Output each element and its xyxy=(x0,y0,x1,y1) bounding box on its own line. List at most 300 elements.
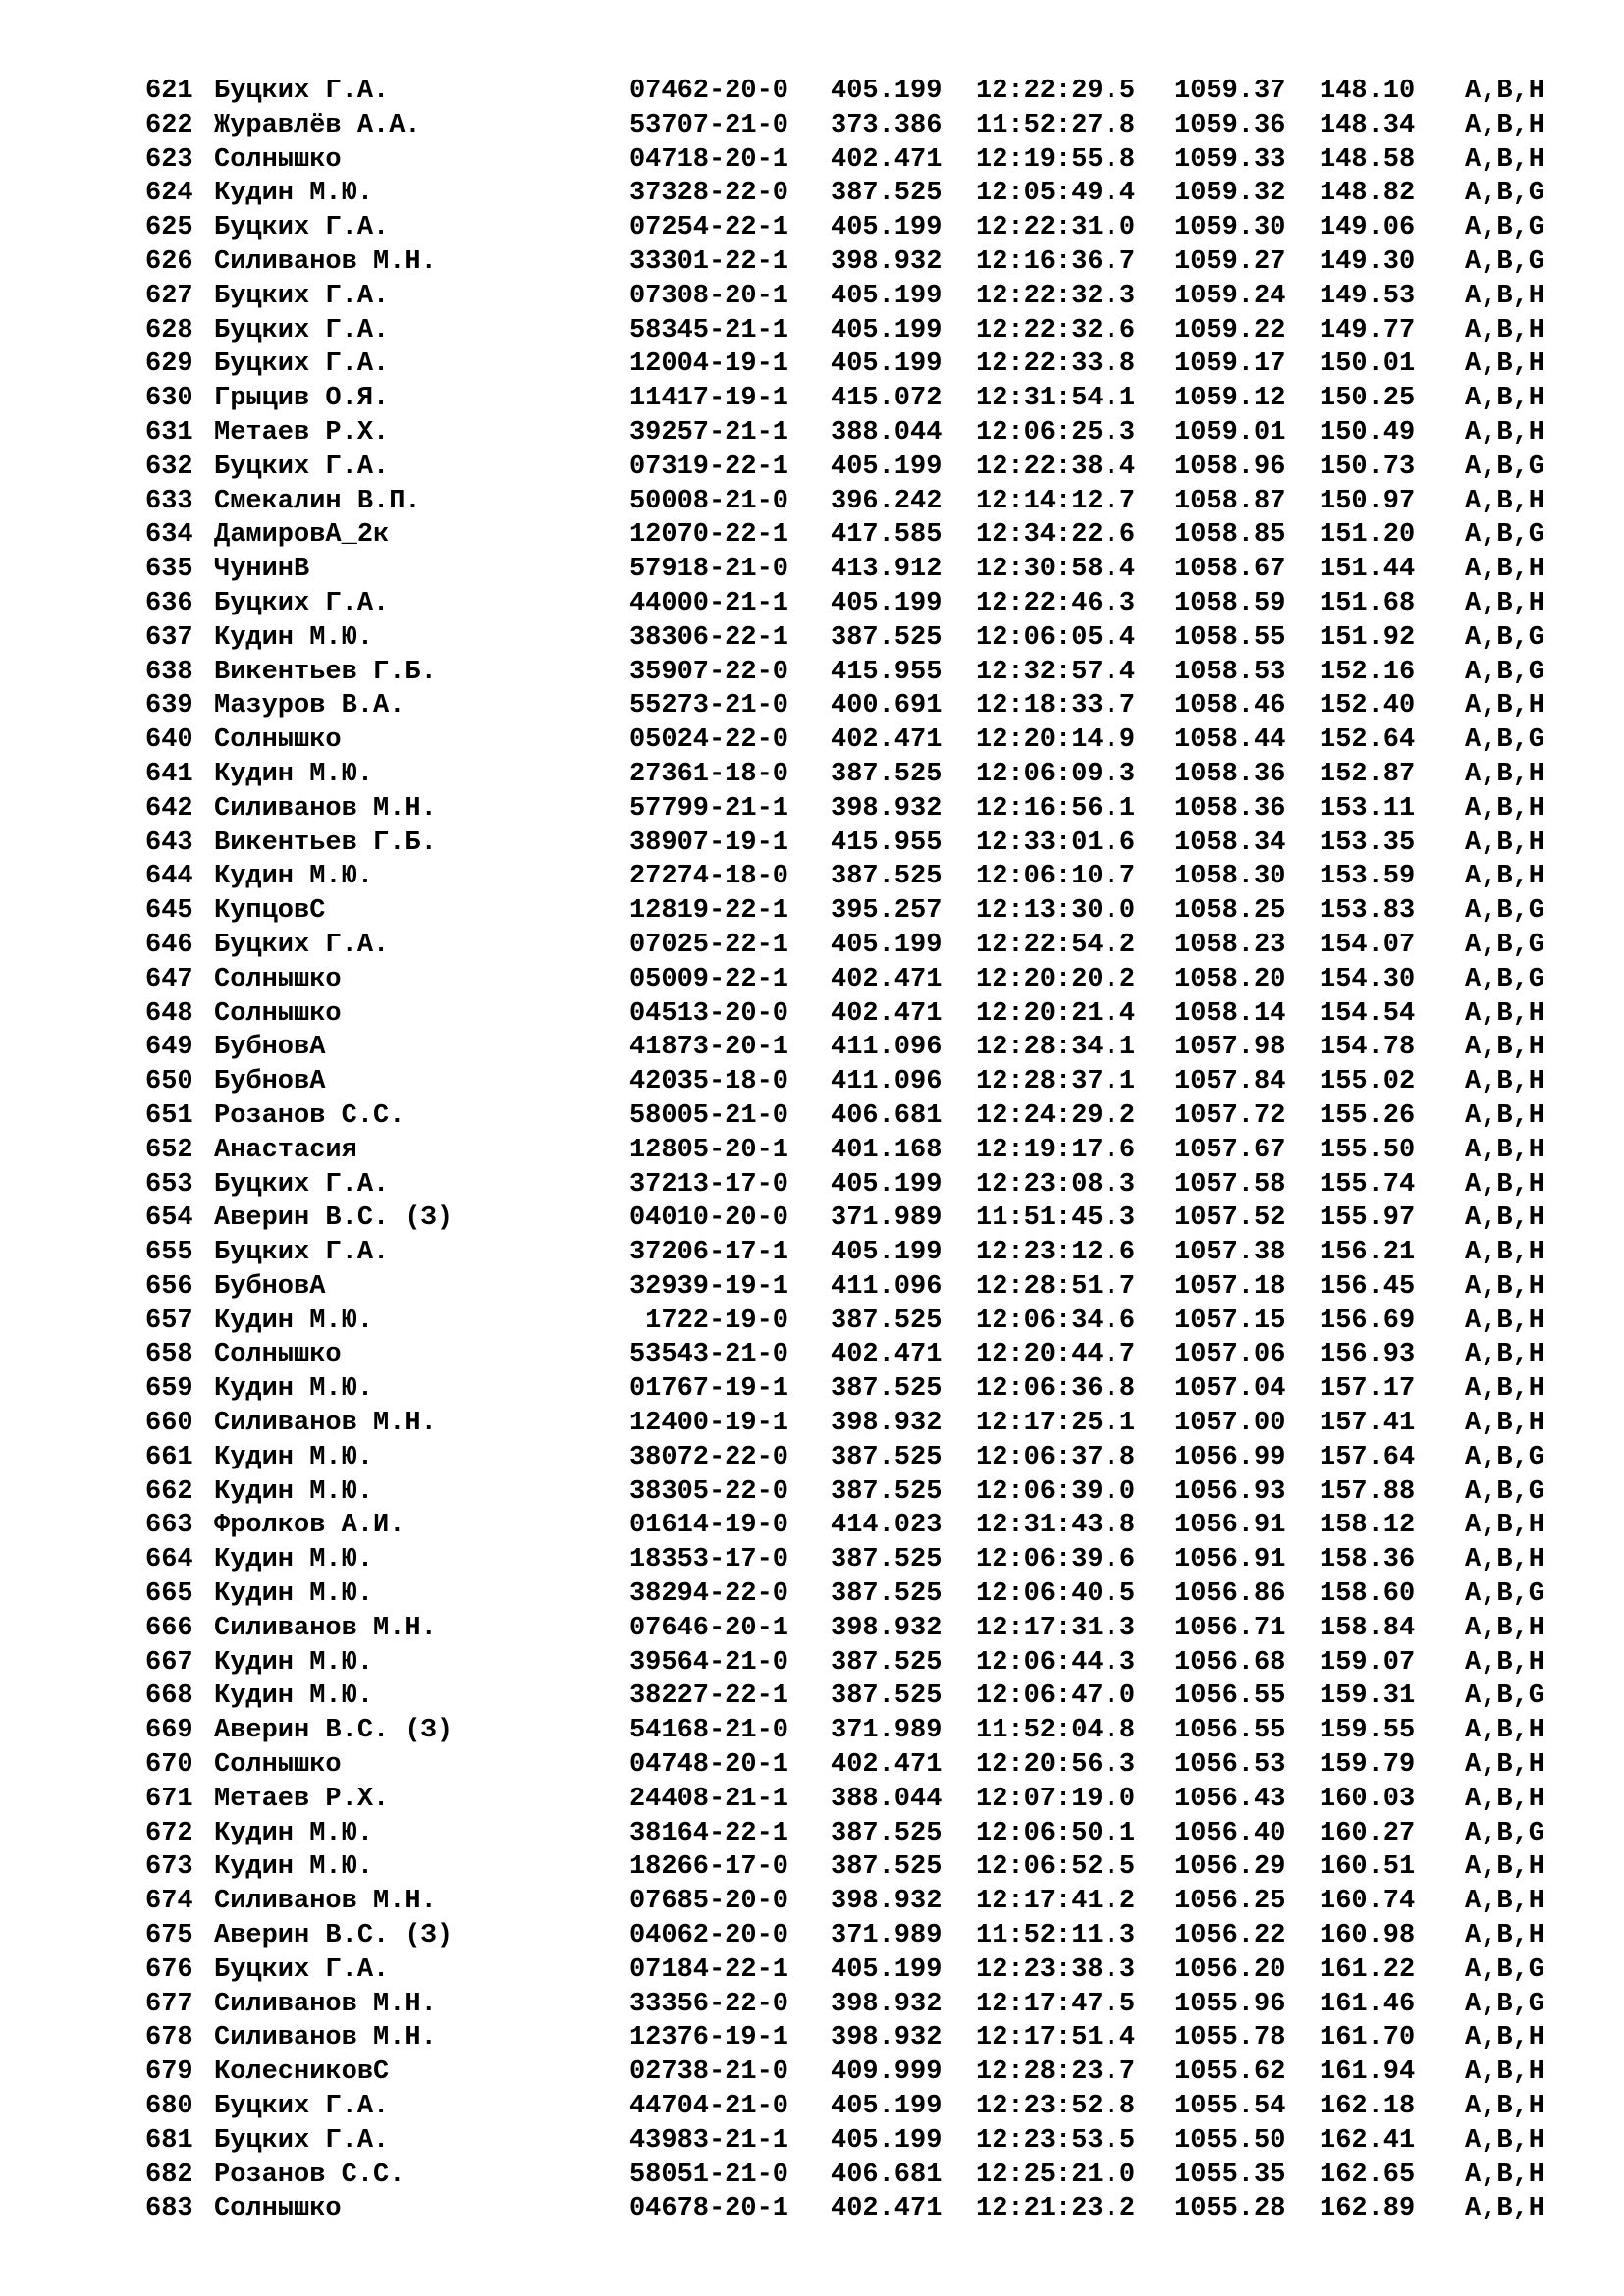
fancier-name: Метаев Р.Х. xyxy=(214,417,390,448)
distance: 415.072 xyxy=(831,384,943,414)
place-number: 674 xyxy=(145,1887,193,1917)
flags: A,B,G xyxy=(1465,622,1545,653)
ring-number: 07685-20-0 xyxy=(628,1887,788,1917)
distance: 402.471 xyxy=(831,725,943,756)
ring-number: 58345-21-1 xyxy=(628,315,788,346)
speed: 1058.46 xyxy=(1174,691,1286,721)
speed: 1058.87 xyxy=(1174,486,1286,516)
flags: A,B,H xyxy=(1465,1100,1545,1131)
ring-number: 44000-21-1 xyxy=(628,588,788,618)
place-number: 665 xyxy=(145,1579,193,1610)
arrival-time: 12:20:56.3 xyxy=(976,1750,1136,1781)
speed: 1055.35 xyxy=(1174,2160,1286,2190)
flags: A,B,H xyxy=(1465,759,1545,789)
flags: A,B,G xyxy=(1465,1579,1545,1610)
distance: 402.471 xyxy=(831,144,943,175)
speed: 1059.27 xyxy=(1174,246,1286,277)
fancier-name: Буцких Г.А. xyxy=(214,1954,390,1985)
place-number: 675 xyxy=(145,1921,193,1951)
table-row xyxy=(145,1543,1559,1577)
arrival-time: 12:17:25.1 xyxy=(976,1409,1136,1439)
fancier-name: Метаев Р.Х. xyxy=(214,1784,390,1814)
distance: 415.955 xyxy=(831,657,943,687)
speed: 1058.14 xyxy=(1174,998,1286,1029)
place-number: 642 xyxy=(145,793,193,824)
table-row xyxy=(145,245,1559,280)
ring-number: 12004-19-1 xyxy=(628,349,788,380)
points: 157.41 xyxy=(1320,1409,1416,1439)
arrival-time: 12:28:34.1 xyxy=(976,1033,1136,1063)
distance: 405.199 xyxy=(831,315,943,346)
distance: 387.525 xyxy=(831,1545,943,1575)
table-row xyxy=(145,689,1559,723)
table-row xyxy=(145,485,1559,519)
distance: 405.199 xyxy=(831,281,943,311)
arrival-time: 12:06:44.3 xyxy=(976,1647,1136,1678)
arrival-time: 12:06:25.3 xyxy=(976,417,1136,448)
speed: 1057.38 xyxy=(1174,1238,1286,1268)
table-row xyxy=(145,1783,1559,1817)
points: 162.65 xyxy=(1320,2160,1416,2190)
arrival-time: 12:23:38.3 xyxy=(976,1954,1136,1985)
arrival-time: 12:07:19.0 xyxy=(976,1784,1136,1814)
speed: 1058.20 xyxy=(1174,964,1286,994)
distance: 387.525 xyxy=(831,1374,943,1405)
fancier-name: Аверин В.С. (З) xyxy=(214,1921,454,1951)
place-number: 657 xyxy=(145,1306,193,1336)
flags: A,B,H xyxy=(1465,1271,1545,1302)
arrival-time: 12:17:31.3 xyxy=(976,1613,1136,1643)
arrival-time: 12:06:50.1 xyxy=(976,1818,1136,1848)
distance: 387.525 xyxy=(831,1306,943,1336)
speed: 1058.59 xyxy=(1174,588,1286,618)
speed: 1055.50 xyxy=(1174,2125,1286,2156)
arrival-time: 12:06:09.3 xyxy=(976,759,1136,789)
distance: 405.199 xyxy=(831,2092,943,2122)
fancier-name: Кудин М.Ю. xyxy=(214,1545,374,1575)
fancier-name: Кудин М.Ю. xyxy=(214,1852,374,1883)
ring-number: 04748-20-1 xyxy=(628,1750,788,1781)
table-row xyxy=(145,2021,1559,2056)
fancier-name: БубновА xyxy=(214,1271,326,1302)
flags: A,B,H xyxy=(1465,1921,1545,1951)
ring-number: 58051-21-0 xyxy=(628,2160,788,2190)
ring-number: 41873-20-1 xyxy=(628,1033,788,1063)
flags: A,B,G xyxy=(1465,657,1545,687)
points: 152.40 xyxy=(1320,691,1416,721)
place-number: 637 xyxy=(145,622,193,653)
place-number: 676 xyxy=(145,1954,193,1985)
distance: 387.525 xyxy=(831,1852,943,1883)
ring-number: 07319-22-1 xyxy=(628,452,788,482)
place-number: 658 xyxy=(145,1340,193,1370)
ring-number: 04678-20-1 xyxy=(628,2194,788,2224)
points: 159.31 xyxy=(1320,1682,1416,1712)
results-table xyxy=(145,75,1559,2226)
speed: 1056.93 xyxy=(1174,1476,1286,1507)
arrival-time: 12:06:39.6 xyxy=(976,1545,1136,1575)
flags: A,B,G xyxy=(1465,246,1545,277)
arrival-time: 12:14:12.7 xyxy=(976,486,1136,516)
fancier-name: Кудин М.Ю. xyxy=(214,1442,374,1472)
fancier-name: Кудин М.Ю. xyxy=(214,1374,374,1405)
table-row xyxy=(145,1270,1559,1305)
points: 150.97 xyxy=(1320,486,1416,516)
points: 149.77 xyxy=(1320,315,1416,346)
points: 162.89 xyxy=(1320,2194,1416,2224)
flags: A,B,H xyxy=(1465,1750,1545,1781)
flags: A,B,H xyxy=(1465,2092,1545,2122)
distance: 401.168 xyxy=(831,1135,943,1165)
table-row xyxy=(145,280,1559,314)
distance: 371.989 xyxy=(831,1921,943,1951)
distance: 387.525 xyxy=(831,1647,943,1678)
speed: 1058.55 xyxy=(1174,622,1286,653)
place-number: 656 xyxy=(145,1271,193,1302)
place-number: 648 xyxy=(145,998,193,1029)
table-row xyxy=(145,75,1559,109)
place-number: 680 xyxy=(145,2092,193,2122)
arrival-time: 12:28:37.1 xyxy=(976,1067,1136,1097)
flags: A,B,H xyxy=(1465,2023,1545,2054)
arrival-time: 12:20:20.2 xyxy=(976,964,1136,994)
table-row xyxy=(145,211,1559,245)
speed: 1058.36 xyxy=(1174,793,1286,824)
points: 161.46 xyxy=(1320,1989,1416,2019)
speed: 1056.53 xyxy=(1174,1750,1286,1781)
arrival-time: 12:22:32.6 xyxy=(976,315,1136,346)
flags: A,B,H xyxy=(1465,2160,1545,2190)
ring-number: 33356-22-0 xyxy=(628,1989,788,2019)
table-row xyxy=(145,1441,1559,1475)
place-number: 646 xyxy=(145,930,193,960)
speed: 1058.25 xyxy=(1174,896,1286,927)
speed: 1057.18 xyxy=(1174,1271,1286,1302)
table-row xyxy=(145,1236,1559,1270)
arrival-time: 12:06:47.0 xyxy=(976,1682,1136,1712)
arrival-time: 12:32:57.4 xyxy=(976,657,1136,687)
distance: 405.199 xyxy=(831,588,943,618)
speed: 1059.24 xyxy=(1174,281,1286,311)
place-number: 671 xyxy=(145,1784,193,1814)
flags: A,B,H xyxy=(1465,1033,1545,1063)
points: 148.82 xyxy=(1320,179,1416,209)
place-number: 649 xyxy=(145,1033,193,1063)
ring-number: 37206-17-1 xyxy=(628,1238,788,1268)
distance: 398.932 xyxy=(831,793,943,824)
flags: A,B,H xyxy=(1465,1238,1545,1268)
place-number: 677 xyxy=(145,1989,193,2019)
ring-number: 53707-21-0 xyxy=(628,110,788,140)
arrival-time: 12:33:01.6 xyxy=(976,828,1136,858)
table-row xyxy=(145,723,1559,758)
speed: 1059.32 xyxy=(1174,179,1286,209)
arrival-time: 12:23:12.6 xyxy=(976,1238,1136,1268)
points: 153.59 xyxy=(1320,862,1416,892)
speed: 1056.29 xyxy=(1174,1852,1286,1883)
speed: 1058.36 xyxy=(1174,759,1286,789)
flags: A,B,H xyxy=(1465,1511,1545,1541)
place-number: 661 xyxy=(145,1442,193,1472)
fancier-name: Кудин М.Ю. xyxy=(214,1306,374,1336)
points: 160.98 xyxy=(1320,1921,1416,1951)
place-number: 670 xyxy=(145,1750,193,1781)
ring-number: 05009-22-1 xyxy=(628,964,788,994)
ring-number: 07025-22-1 xyxy=(628,930,788,960)
arrival-time: 12:17:47.5 xyxy=(976,1989,1136,2019)
points: 152.16 xyxy=(1320,657,1416,687)
ring-number: 42035-18-0 xyxy=(628,1067,788,1097)
speed: 1058.96 xyxy=(1174,452,1286,482)
flags: A,B,H xyxy=(1465,315,1545,346)
ring-number: 12819-22-1 xyxy=(628,896,788,927)
place-number: 640 xyxy=(145,725,193,756)
place-number: 667 xyxy=(145,1647,193,1678)
flags: A,B,H xyxy=(1465,2057,1545,2088)
flags: A,B,H xyxy=(1465,2194,1545,2224)
points: 154.30 xyxy=(1320,964,1416,994)
distance: 411.096 xyxy=(831,1067,943,1097)
distance: 387.525 xyxy=(831,862,943,892)
flags: A,B,H xyxy=(1465,828,1545,858)
flags: A,B,G xyxy=(1465,1442,1545,1472)
points: 151.68 xyxy=(1320,588,1416,618)
distance: 398.932 xyxy=(831,1613,943,1643)
fancier-name: Солнышко xyxy=(214,1750,342,1781)
flags: A,B,H xyxy=(1465,998,1545,1029)
flags: A,B,H xyxy=(1465,1340,1545,1370)
points: 157.88 xyxy=(1320,1476,1416,1507)
distance: 396.242 xyxy=(831,486,943,516)
speed: 1057.04 xyxy=(1174,1374,1286,1405)
fancier-name: Викентьев Г.Б. xyxy=(214,828,437,858)
arrival-time: 12:17:41.2 xyxy=(976,1887,1136,1917)
table-row xyxy=(145,963,1559,997)
points: 161.22 xyxy=(1320,1954,1416,1985)
points: 159.55 xyxy=(1320,1716,1416,1746)
place-number: 643 xyxy=(145,828,193,858)
points: 160.03 xyxy=(1320,1784,1416,1814)
distance: 387.525 xyxy=(831,622,943,653)
table-row xyxy=(145,587,1559,621)
distance: 371.989 xyxy=(831,1203,943,1234)
fancier-name: Буцких Г.А. xyxy=(214,930,390,960)
table-row xyxy=(145,451,1559,485)
distance: 415.955 xyxy=(831,828,943,858)
ring-number: 38305-22-0 xyxy=(628,1476,788,1507)
distance: 405.199 xyxy=(831,452,943,482)
fancier-name: ЧунинВ xyxy=(214,555,310,585)
fancier-name: Розанов С.С. xyxy=(214,2160,406,2190)
arrival-time: 12:34:22.6 xyxy=(976,520,1136,551)
speed: 1056.55 xyxy=(1174,1716,1286,1746)
flags: A,B,H xyxy=(1465,1135,1545,1165)
points: 151.92 xyxy=(1320,622,1416,653)
place-number: 679 xyxy=(145,2057,193,2088)
speed: 1055.28 xyxy=(1174,2194,1286,2224)
points: 149.06 xyxy=(1320,213,1416,243)
flags: A,B,H xyxy=(1465,1203,1545,1234)
place-number: 682 xyxy=(145,2160,193,2190)
fancier-name: Солнышко xyxy=(214,725,342,756)
table-row xyxy=(145,1201,1559,1236)
speed: 1057.84 xyxy=(1174,1067,1286,1097)
arrival-time: 12:28:23.7 xyxy=(976,2057,1136,2088)
ring-number: 27274-18-0 xyxy=(628,862,788,892)
flags: A,B,H xyxy=(1465,144,1545,175)
table-row xyxy=(145,1988,1559,2022)
table-row xyxy=(145,518,1559,553)
arrival-time: 12:19:17.6 xyxy=(976,1135,1136,1165)
arrival-time: 12:06:40.5 xyxy=(976,1579,1136,1610)
points: 148.10 xyxy=(1320,77,1416,106)
speed: 1057.58 xyxy=(1174,1169,1286,1200)
place-number: 635 xyxy=(145,555,193,585)
fancier-name: Солнышко xyxy=(214,2194,342,2224)
table-row xyxy=(145,1885,1559,1919)
ring-number: 50008-21-0 xyxy=(628,486,788,516)
table-row xyxy=(145,1407,1559,1441)
ring-number: 43983-21-1 xyxy=(628,2125,788,2156)
speed: 1056.91 xyxy=(1174,1545,1286,1575)
speed: 1056.68 xyxy=(1174,1647,1286,1678)
place-number: 654 xyxy=(145,1203,193,1234)
table-row xyxy=(145,314,1559,348)
fancier-name: Кудин М.Ю. xyxy=(214,179,374,209)
points: 162.41 xyxy=(1320,2125,1416,2156)
table-row xyxy=(145,1134,1559,1168)
place-number: 660 xyxy=(145,1409,193,1439)
place-number: 663 xyxy=(145,1511,193,1541)
arrival-time: 12:05:49.4 xyxy=(976,179,1136,209)
arrival-time: 12:20:44.7 xyxy=(976,1340,1136,1370)
table-row xyxy=(145,1509,1559,1543)
arrival-time: 12:20:14.9 xyxy=(976,725,1136,756)
speed: 1059.30 xyxy=(1174,213,1286,243)
ring-number: 12805-20-1 xyxy=(628,1135,788,1165)
distance: 405.199 xyxy=(831,1238,943,1268)
points: 148.34 xyxy=(1320,110,1416,140)
flags: A,B,H xyxy=(1465,281,1545,311)
distance: 387.525 xyxy=(831,179,943,209)
speed: 1057.98 xyxy=(1174,1033,1286,1063)
flags: A,B,G xyxy=(1465,1818,1545,1848)
place-number: 622 xyxy=(145,110,193,140)
table-row xyxy=(145,929,1559,963)
distance: 387.525 xyxy=(831,759,943,789)
place-number: 623 xyxy=(145,144,193,175)
arrival-time: 11:52:11.3 xyxy=(976,1921,1136,1951)
table-row xyxy=(145,1168,1559,1202)
place-number: 645 xyxy=(145,896,193,927)
distance: 371.989 xyxy=(831,1716,943,1746)
flags: A,B,H xyxy=(1465,1887,1545,1917)
fancier-name: Кудин М.Ю. xyxy=(214,759,374,789)
table-row xyxy=(145,2192,1559,2226)
distance: 405.199 xyxy=(831,930,943,960)
place-number: 647 xyxy=(145,964,193,994)
speed: 1058.23 xyxy=(1174,930,1286,960)
table-row xyxy=(145,621,1559,656)
points: 160.51 xyxy=(1320,1852,1416,1883)
table-row xyxy=(145,416,1559,451)
flags: A,B,G xyxy=(1465,896,1545,927)
arrival-time: 12:06:10.7 xyxy=(976,862,1136,892)
ring-number: 07462-20-0 xyxy=(628,77,788,106)
place-number: 651 xyxy=(145,1100,193,1131)
place-number: 627 xyxy=(145,281,193,311)
table-row xyxy=(145,997,1559,1032)
speed: 1057.72 xyxy=(1174,1100,1286,1131)
ring-number: 58005-21-0 xyxy=(628,1100,788,1131)
table-row xyxy=(145,656,1559,690)
table-row xyxy=(145,860,1559,894)
flags: A,B,G xyxy=(1465,213,1545,243)
distance: 414.023 xyxy=(831,1511,943,1541)
fancier-name: Буцких Г.А. xyxy=(214,281,390,311)
points: 156.93 xyxy=(1320,1340,1416,1370)
points: 159.07 xyxy=(1320,1647,1416,1678)
fancier-name: Буцких Г.А. xyxy=(214,77,390,106)
flags: A,B,H xyxy=(1465,1409,1545,1439)
points: 156.45 xyxy=(1320,1271,1416,1302)
points: 149.53 xyxy=(1320,281,1416,311)
arrival-time: 12:06:52.5 xyxy=(976,1852,1136,1883)
ring-number: 27361-18-0 xyxy=(628,759,788,789)
flags: A,B,H xyxy=(1465,588,1545,618)
table-row xyxy=(145,1475,1559,1510)
place-number: 655 xyxy=(145,1238,193,1268)
ring-number: 01614-19-0 xyxy=(628,1511,788,1541)
place-number: 662 xyxy=(145,1476,193,1507)
ring-number: 37213-17-0 xyxy=(628,1169,788,1200)
place-number: 669 xyxy=(145,1716,193,1746)
speed: 1056.43 xyxy=(1174,1784,1286,1814)
place-number: 636 xyxy=(145,588,193,618)
distance: 373.386 xyxy=(831,110,943,140)
fancier-name: Викентьев Г.Б. xyxy=(214,657,437,687)
fancier-name: Силиванов М.Н. xyxy=(214,2023,437,2054)
ring-number: 07254-22-1 xyxy=(628,213,788,243)
table-row xyxy=(145,827,1559,861)
speed: 1055.54 xyxy=(1174,2092,1286,2122)
ring-number: 57918-21-0 xyxy=(628,555,788,585)
place-number: 630 xyxy=(145,384,193,414)
fancier-name: Аверин В.С. (З) xyxy=(214,1716,454,1746)
ring-number: 38072-22-0 xyxy=(628,1442,788,1472)
fancier-name: Солнышко xyxy=(214,998,342,1029)
distance: 409.999 xyxy=(831,2057,943,2088)
points: 148.58 xyxy=(1320,144,1416,175)
fancier-name: Кудин М.Ю. xyxy=(214,1647,374,1678)
arrival-time: 12:22:32.3 xyxy=(976,281,1136,311)
place-number: 624 xyxy=(145,179,193,209)
distance: 411.096 xyxy=(831,1271,943,1302)
ring-number: 05024-22-0 xyxy=(628,725,788,756)
place-number: 634 xyxy=(145,520,193,551)
place-number: 639 xyxy=(145,691,193,721)
points: 158.84 xyxy=(1320,1613,1416,1643)
fancier-name: Журавлёв А.А. xyxy=(214,110,421,140)
flags: A,B,H xyxy=(1465,1613,1545,1643)
distance: 387.525 xyxy=(831,1476,943,1507)
ring-number: 54168-21-0 xyxy=(628,1716,788,1746)
flags: A,B,H xyxy=(1465,417,1545,448)
ring-number: 1722-19-0 xyxy=(645,1306,788,1336)
speed: 1056.25 xyxy=(1174,1887,1286,1917)
distance: 387.525 xyxy=(831,1682,943,1712)
points: 157.64 xyxy=(1320,1442,1416,1472)
